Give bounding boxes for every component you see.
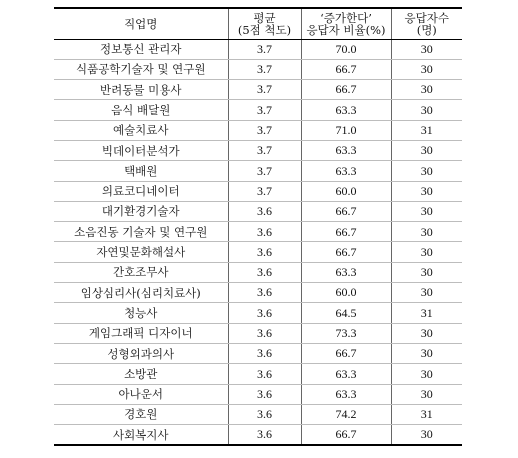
header-increase-line2: 응답자 비율(%) [306,22,386,37]
header-respondents [391,8,462,39]
table-row [54,181,462,201]
table-row [54,262,462,282]
cell-average: 3.6 [228,303,301,323]
cell-job: 소음진동 기술자 및 연구원 [54,222,228,242]
table-row [54,283,462,303]
cell-average: 3.7 [228,161,301,181]
cell-job: 택배원 [54,161,228,181]
table-row [54,303,462,323]
cell-job: 빅데이터분석가 [54,140,228,160]
cell-respondents: 30 [391,80,462,100]
header-increase-ratio [301,8,391,39]
cell-increase-ratio: 71.0 [301,120,391,140]
cell-job: 아나운서 [54,384,228,404]
cell-respondents: 30 [391,262,462,282]
cell-average: 3.6 [228,262,301,282]
cell-average: 3.6 [228,283,301,303]
cell-average: 3.6 [228,364,301,384]
cell-average: 3.6 [228,384,301,404]
cell-average: 3.7 [228,59,301,79]
cell-increase-ratio: 70.0 [301,39,391,59]
cell-respondents: 30 [391,323,462,343]
cell-respondents: 30 [391,364,462,384]
cell-respondents: 30 [391,59,462,79]
cell-increase-ratio: 66.7 [301,425,391,445]
cell-job: 음식 배달원 [54,100,228,120]
cell-respondents: 31 [391,303,462,323]
cell-job: 임상심리사(심리치료사) [54,283,228,303]
cell-increase-ratio: 73.3 [301,323,391,343]
cell-job: 성형외과의사 [54,343,228,363]
cell-respondents: 30 [391,283,462,303]
cell-job: 청능사 [54,303,228,323]
cell-respondents: 30 [391,100,462,120]
cell-job: 간호조무사 [54,262,228,282]
cell-respondents: 30 [391,181,462,201]
header-respondents-line2: (명) [416,22,437,37]
cell-job: 예술치료사 [54,120,228,140]
cell-increase-ratio: 66.7 [301,242,391,262]
cell-respondents: 30 [391,161,462,181]
cell-increase-ratio: 66.7 [301,80,391,100]
cell-increase-ratio: 63.3 [301,100,391,120]
cell-average: 3.6 [228,201,301,221]
cell-increase-ratio: 60.0 [301,283,391,303]
cell-respondents: 30 [391,425,462,445]
cell-increase-ratio: 63.3 [301,140,391,160]
table-row [54,201,462,221]
table-row [54,323,462,343]
cell-increase-ratio: 60.0 [301,181,391,201]
header-job-label: 직업명 [124,16,158,31]
cell-increase-ratio: 74.2 [301,404,391,424]
cell-job: 사회복지사 [54,425,228,445]
cell-respondents: 30 [391,343,462,363]
table-row [54,343,462,363]
cell-job: 게임그래픽 디자이너 [54,323,228,343]
cell-respondents: 30 [391,140,462,160]
cell-respondents: 31 [391,120,462,140]
cell-increase-ratio: 63.3 [301,262,391,282]
cell-job: 대기환경기술자 [54,201,228,221]
table-row [54,242,462,262]
header-average [228,8,301,39]
table-row [54,39,462,59]
cell-average: 3.6 [228,343,301,363]
table-row [54,384,462,404]
table-row [54,425,462,445]
table-row [54,404,462,424]
cell-job: 자연및문화해설사 [54,242,228,262]
cell-average: 3.7 [228,80,301,100]
table-row [54,140,462,160]
cell-average: 3.6 [228,425,301,445]
table-row [54,120,462,140]
cell-increase-ratio: 64.5 [301,303,391,323]
header-average-line2: (5점 척도) [237,22,292,37]
cell-respondents: 30 [391,242,462,262]
cell-job: 반려동물 미용사 [54,80,228,100]
cell-average: 3.6 [228,323,301,343]
cell-increase-ratio: 66.7 [301,201,391,221]
table-row [54,364,462,384]
cell-increase-ratio: 66.7 [301,222,391,242]
cell-job: 경호원 [54,404,228,424]
job-outlook-table [54,7,462,446]
table-row [54,222,462,242]
cell-respondents: 30 [391,39,462,59]
cell-increase-ratio: 63.3 [301,364,391,384]
cell-increase-ratio: 66.7 [301,343,391,363]
cell-average: 3.7 [228,100,301,120]
table-row [54,80,462,100]
table-row [54,59,462,79]
header-respondents-line1: 응답자수 [404,10,449,25]
cell-respondents: 31 [391,404,462,424]
cell-average: 3.6 [228,242,301,262]
cell-average: 3.7 [228,39,301,59]
cell-respondents: 30 [391,222,462,242]
table-row [54,100,462,120]
header-average-line1: 평균 [253,10,276,25]
table-row [54,161,462,181]
header-job [54,8,228,39]
cell-average: 3.6 [228,222,301,242]
cell-average: 3.7 [228,140,301,160]
cell-job: 식품공학기술자 및 연구원 [54,59,228,79]
cell-job: 소방관 [54,364,228,384]
header-row [54,8,462,39]
cell-average: 3.6 [228,404,301,424]
cell-job: 정보통신 관리자 [54,39,228,59]
cell-job: 의료코디네이터 [54,181,228,201]
cell-increase-ratio: 63.3 [301,384,391,404]
cell-respondents: 30 [391,201,462,221]
header-increase-line1: ‘증가한다’ [320,10,372,25]
cell-average: 3.7 [228,120,301,140]
cell-increase-ratio: 66.7 [301,59,391,79]
cell-respondents: 30 [391,384,462,404]
cell-average: 3.7 [228,181,301,201]
cell-increase-ratio: 63.3 [301,161,391,181]
